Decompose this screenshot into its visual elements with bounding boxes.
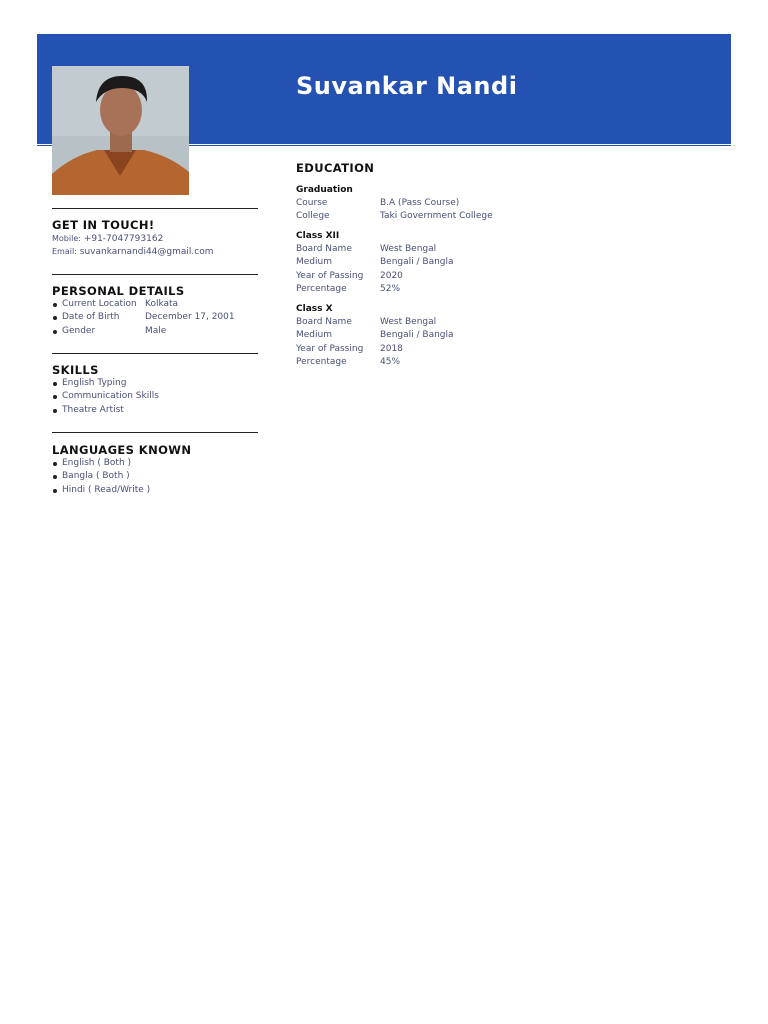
graduation-label: Graduation bbox=[296, 185, 353, 195]
divider bbox=[52, 432, 258, 433]
divider bbox=[52, 274, 258, 275]
email-line bbox=[52, 247, 213, 257]
list-item: English ( Both ) bbox=[52, 457, 150, 470]
candidate-name: Suvankar Nandi bbox=[296, 72, 518, 100]
class12-label: Class XII bbox=[296, 231, 340, 241]
mobile-label: Mobile: bbox=[52, 234, 81, 243]
education-class10 bbox=[296, 302, 596, 369]
table-row: Medium Bengali / Bangla bbox=[296, 330, 454, 341]
education-graduation bbox=[296, 183, 596, 224]
divider bbox=[52, 353, 258, 354]
table-row: Course B.A (Pass Course) bbox=[296, 198, 460, 208]
languages-list bbox=[52, 457, 150, 497]
table-row: Board Name West Bengal bbox=[296, 317, 437, 327]
table-row: Board Name West Bengal bbox=[296, 244, 437, 254]
divider bbox=[52, 208, 258, 209]
education-title: EDUCATION bbox=[296, 161, 375, 175]
list-item: Date of Birth December 17, 2001 bbox=[52, 311, 235, 324]
personal-list bbox=[52, 298, 235, 338]
education-class12 bbox=[296, 229, 596, 296]
profile-photo-icon bbox=[52, 66, 189, 195]
class10-label: Class X bbox=[296, 304, 333, 314]
languages-title: LANGUAGES KNOWN bbox=[52, 443, 192, 457]
skills-title: SKILLS bbox=[52, 363, 99, 377]
table-row: Percentage 52% bbox=[296, 283, 401, 294]
personal-title: PERSONAL DETAILS bbox=[52, 284, 185, 298]
list-item: Gender Male bbox=[52, 325, 235, 338]
email-label: Email: bbox=[52, 247, 77, 256]
email-value: suvankarnandi44@gmail.com bbox=[79, 247, 214, 257]
list-item: Theatre Artist bbox=[52, 404, 159, 417]
list-item: Communication Skills bbox=[52, 390, 159, 403]
table-row: Year of Passing 2018 bbox=[296, 343, 403, 354]
mobile-line bbox=[52, 234, 163, 244]
table-row: Percentage 45% bbox=[296, 356, 401, 367]
list-item: English Typing bbox=[52, 377, 159, 390]
contact-title: GET IN TOUCH! bbox=[52, 218, 155, 232]
list-item: Current Location Kolkata bbox=[52, 298, 235, 311]
skills-list bbox=[52, 377, 159, 417]
profile-photo bbox=[52, 66, 189, 195]
table-row: Year of Passing 2020 bbox=[296, 270, 403, 281]
mobile-value: +91-7047793162 bbox=[83, 234, 164, 244]
list-item: Hindi ( Read/Write ) bbox=[52, 484, 150, 497]
table-row: College Taki Government College bbox=[296, 211, 493, 222]
list-item: Bangla ( Both ) bbox=[52, 470, 150, 483]
table-row: Medium Bengali / Bangla bbox=[296, 257, 454, 268]
